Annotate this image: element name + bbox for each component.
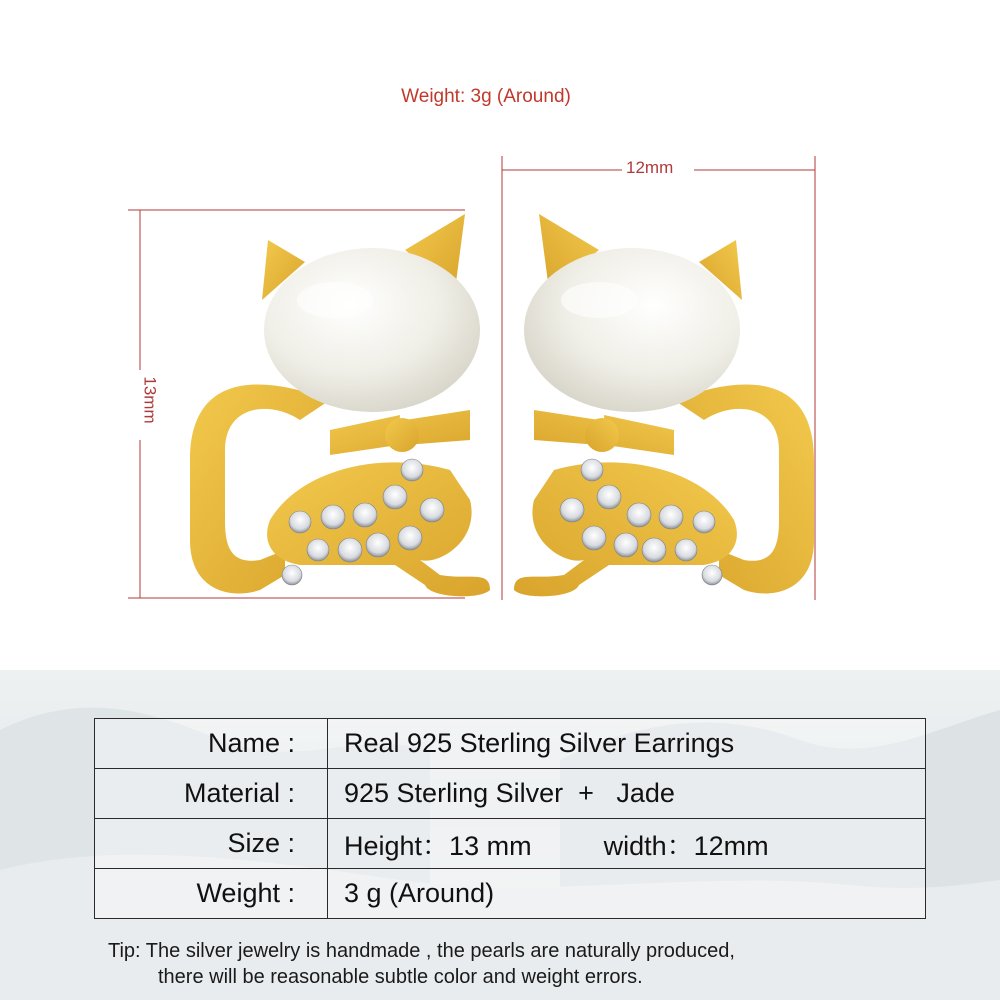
right-cat-earring <box>514 214 814 596</box>
tip-line-1: Tip: The silver jewelry is handmade , the pearls are naturally produced, <box>108 940 735 962</box>
weight-caption: Weight: 3g (Around) <box>401 86 571 107</box>
spec-value: 925 Sterling Silver + Jade <box>328 769 926 819</box>
spec-row-name <box>95 719 926 769</box>
spec-key: Name : <box>95 719 328 769</box>
spec-value: 3 g (Around) <box>328 869 926 919</box>
spec-key: Size : <box>95 819 328 869</box>
spec-row-weight <box>95 869 926 919</box>
spec-value <box>328 819 926 869</box>
tip-line-2: there will be reasonable subtle color and weight errors. <box>158 966 643 988</box>
size-height: Height：13 mm <box>344 831 532 861</box>
spec-table <box>94 718 926 919</box>
size-width: width：12mm <box>603 831 769 861</box>
left-cat-earring <box>190 214 490 596</box>
spec-row-size <box>95 819 926 869</box>
height-dimension-label: 13mm <box>140 372 160 427</box>
spec-key: Material : <box>95 769 328 819</box>
spec-key: Weight : <box>95 869 328 919</box>
spec-value: Real 925 Sterling Silver Earrings <box>328 719 926 769</box>
width-dimension-label: 12mm <box>622 158 677 178</box>
spec-row-material <box>95 769 926 819</box>
tip-note <box>108 938 735 990</box>
spec-panel <box>0 670 1000 1000</box>
